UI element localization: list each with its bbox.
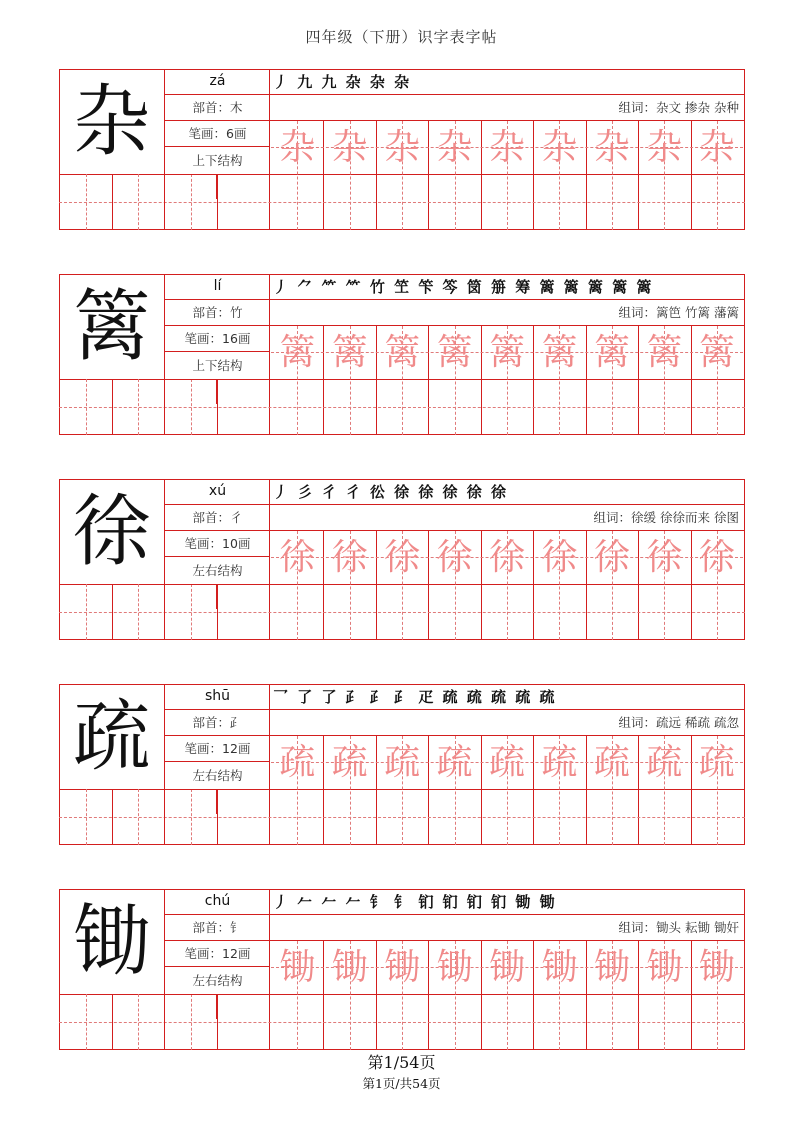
tracing-character[interactable]: 篱 (646, 331, 683, 373)
tracing-character[interactable]: 杂 (488, 126, 525, 168)
stroke-count-label: 笔画： (184, 946, 223, 961)
structure-info: 左右结构 (192, 768, 243, 783)
tracing-character[interactable]: 徐 (646, 536, 683, 578)
tracing-character[interactable]: 徐 (698, 536, 735, 578)
stroke-count-info (166, 121, 269, 145)
structure-info: 左右结构 (192, 563, 243, 578)
stroke-count-value: 12画 (222, 741, 251, 756)
tracing-character[interactable]: 疏 (331, 741, 368, 783)
tracing-character[interactable]: 徐 (488, 536, 525, 578)
word-examples: 组词：徐缓 徐徐而来 徐图 (593, 510, 739, 525)
tracing-character[interactable]: 疏 (593, 741, 630, 783)
stroke-count-info (166, 736, 269, 760)
tracing-character[interactable]: 锄 (488, 946, 525, 988)
tracing-character[interactable]: 徐 (593, 536, 630, 578)
stroke-count-label: 笔画： (184, 331, 223, 346)
tracing-character[interactable]: 杂 (646, 126, 683, 168)
stroke-count-value: 12画 (222, 946, 251, 961)
pinyin: zá (209, 73, 226, 89)
tracing-character[interactable]: 杂 (279, 126, 316, 168)
tracing-character[interactable]: 徐 (384, 536, 421, 578)
tracing-character[interactable]: 锄 (384, 946, 421, 988)
big-character: 杂 (72, 76, 151, 167)
tracing-character[interactable]: 锄 (436, 946, 473, 988)
stroke-order: 丿 九 九 杂 杂 杂 (273, 72, 412, 91)
tracing-character[interactable]: 疏 (698, 741, 735, 783)
tracing-character[interactable]: 疏 (279, 741, 316, 783)
stroke-count-info (166, 531, 269, 555)
character-block (59, 69, 745, 230)
stroke-count-label: 笔画： (188, 126, 227, 141)
radical-info (166, 915, 269, 939)
tracing-character[interactable]: 疏 (646, 741, 683, 783)
radical-label: 部首： (192, 715, 230, 730)
pinyin: lí (213, 278, 222, 294)
radical-label: 部首： (192, 510, 230, 525)
stroke-count-label: 笔画： (184, 536, 223, 551)
page-count: 第1页/共54页 (362, 1076, 441, 1091)
pinyin: xú (208, 483, 227, 499)
tracing-character[interactable]: 杂 (593, 126, 630, 168)
character-block (59, 684, 745, 845)
word-examples: 组词：篱笆 竹篱 藩篱 (618, 305, 739, 320)
tracing-row (271, 941, 743, 994)
tracing-character[interactable]: 锄 (593, 946, 630, 988)
tracing-character[interactable]: 锄 (279, 946, 316, 988)
tracing-character[interactable]: 疏 (488, 741, 525, 783)
tracing-character[interactable]: 杂 (436, 126, 473, 168)
radical-value: ⺪ (230, 715, 243, 730)
stroke-count-label: 笔画： (184, 741, 223, 756)
pinyin: chú (204, 893, 231, 909)
stroke-order: 丿 𠂉 𠂉 𠂉 钅 钅 钔 钔 钔 钔 锄 锄 (273, 892, 557, 911)
pinyin: shū (204, 688, 231, 704)
tracing-character[interactable]: 篱 (279, 331, 316, 373)
stroke-order: 丿 彡 彳 彳 彸 徐 徐 徐 徐 徐 (273, 482, 509, 501)
radical-label: 部首： (192, 920, 230, 935)
radical-info (166, 505, 269, 529)
structure-info: 上下结构 (192, 153, 243, 168)
character-block (59, 479, 745, 640)
stroke-count-info (166, 941, 269, 965)
tracing-character[interactable]: 杂 (698, 126, 735, 168)
stroke-order: 乛 了 了 ⺪ ⺪ ⺪ 疋 疏 疏 疏 疏 疏 (273, 687, 557, 706)
word-examples: 组词：锄头 耘锄 锄奸 (618, 920, 739, 935)
tracing-character[interactable]: 篱 (698, 331, 735, 373)
tracing-character[interactable]: 徐 (541, 536, 578, 578)
radical-info (166, 300, 269, 324)
radical-value: 木 (230, 100, 243, 115)
big-character: 疏 (72, 691, 151, 782)
tracing-character[interactable]: 杂 (384, 126, 421, 168)
tracing-character[interactable]: 疏 (384, 741, 421, 783)
stroke-count-value: 10画 (222, 536, 251, 551)
structure-info: 左右结构 (192, 973, 243, 988)
structure-info: 上下结构 (192, 358, 243, 373)
tracing-row (271, 326, 743, 379)
tracing-character[interactable]: 徐 (331, 536, 368, 578)
tracing-character[interactable]: 篱 (488, 331, 525, 373)
stroke-count-value: 16画 (222, 331, 251, 346)
tracing-character[interactable]: 疏 (436, 741, 473, 783)
tracing-character[interactable]: 锄 (698, 946, 735, 988)
big-character: 徐 (72, 486, 151, 577)
word-examples: 组词：疏远 稀疏 疏忽 (618, 715, 739, 730)
tracing-row (271, 121, 743, 174)
document-title: 四年级（下册）识字表字帖 (305, 28, 498, 46)
tracing-character[interactable]: 杂 (331, 126, 368, 168)
tracing-row (271, 736, 743, 789)
radical-label: 部首： (192, 100, 230, 115)
tracing-character[interactable]: 徐 (436, 536, 473, 578)
stroke-count-value: 6画 (226, 126, 247, 141)
radical-value: 钅 (230, 920, 243, 935)
tracing-character[interactable]: 篱 (593, 331, 630, 373)
tracing-row (271, 531, 743, 584)
character-block (59, 889, 745, 1050)
tracing-character[interactable]: 篱 (436, 331, 473, 373)
page-number: 第1/54页 (367, 1053, 436, 1072)
radical-value: 彳 (230, 510, 243, 525)
big-character: 篱 (72, 281, 151, 372)
tracing-character[interactable]: 锄 (646, 946, 683, 988)
stroke-count-info (166, 326, 269, 350)
radical-info (166, 95, 269, 119)
tracing-character[interactable]: 杂 (541, 126, 578, 168)
tracing-character[interactable]: 疏 (541, 741, 578, 783)
word-examples: 组词：杂文 掺杂 杂种 (618, 100, 739, 115)
tracing-character[interactable]: 篱 (331, 331, 368, 373)
big-character: 锄 (72, 896, 151, 987)
radical-info (166, 710, 269, 734)
tracing-character[interactable]: 锄 (541, 946, 578, 988)
tracing-character[interactable]: 篱 (541, 331, 578, 373)
tracing-character[interactable]: 锄 (331, 946, 368, 988)
tracing-character[interactable]: 篱 (384, 331, 421, 373)
radical-label: 部首： (192, 305, 230, 320)
radical-value: 竹 (230, 305, 243, 320)
stroke-order: 丿 ⺈ ⺮ ⺮ 竹 笁 笇 笒 笝 笧 筹 篱 篱 篱 篱 篱 (273, 277, 654, 296)
tracing-character[interactable]: 徐 (279, 536, 316, 578)
character-block (59, 274, 745, 435)
